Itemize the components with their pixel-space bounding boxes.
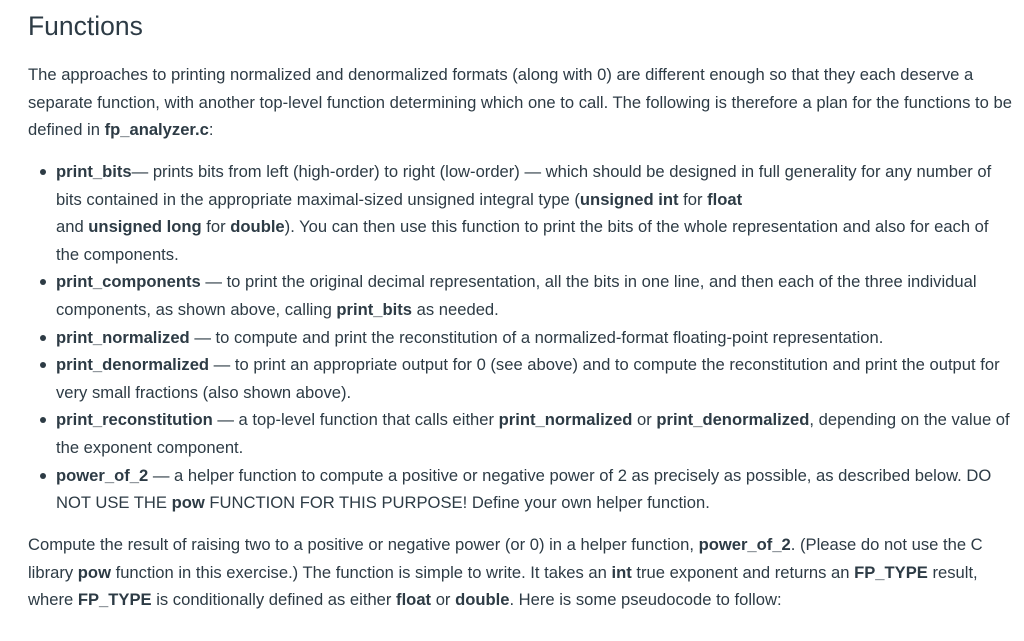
item-text: — a top-level function that calls either [212,410,499,430]
function-ref: power_of_2 [698,535,791,554]
function-ref: print_normalized [498,410,633,430]
list-item-print-normalized [28,324,1013,352]
type-name: FP_TYPE [854,562,928,582]
function-name: print_components [56,272,201,292]
type-name: double [230,217,285,237]
type-name: double [455,590,510,610]
bullet-icon [40,417,46,423]
bullet-icon [40,362,46,368]
outro-text: true exponent and returns an [631,562,855,582]
item-text: as needed. [412,299,499,319]
item-text: and [56,217,89,237]
intro-text: The approaches to printing normalized and denormalized formats (along with 0) are different enough so that they each deserve a separate function, with another top-level function determining which one to call. The following is therefore a plan for the functions to be defined in [28,65,1012,140]
item-text: — prints bits from left (high-order) to right (low-order) — which should be designed in full generality for any number of bits contained in the appropriate maximal-sized unsigned integral type ( [56,162,992,209]
bullet-icon [40,169,46,175]
intro-colon: : [208,120,214,140]
outro-text: Compute the result of raising two to a positive or negative power (or 0) in a helper function, [28,535,699,554]
outro-text: . (Please do not use the C library [28,535,983,582]
outro-text: function in this exercise.) The function is simple to write. It takes an [110,562,612,582]
type-name: FP_TYPE [77,590,152,610]
list-item-power-of-2 [28,462,1013,517]
function-ref: pow [77,562,111,582]
item-text: — to compute and print the reconstitution of a normalized-format floating-point representation. [189,327,884,347]
bullet-icon [40,335,46,341]
item-text: or [632,410,657,430]
item-text: for [201,217,231,237]
outro-text: or [431,590,456,610]
bullet-icon [40,473,46,479]
file-name: fp_analyzer.c [104,120,209,140]
function-name: print_denormalized [56,355,210,375]
item-text: — to print an appropriate output for 0 (see above) and to compute the reconstitution and print the output for very small fractions (also shown above). [56,355,1000,402]
intro-paragraph [28,61,1013,144]
item-text: for [678,189,708,209]
list-item-print-components [28,268,1013,323]
outro-paragraph [28,531,1013,614]
type-name: unsigned int [579,189,679,209]
item-text: , depending on the value of the exponent component. [56,410,1010,457]
outro-text: result, where [28,562,978,610]
item-text: — a helper function to compute a positive or negative power of 2 as precisely as possible, as described below. DO NOT USE THE [56,465,992,513]
outro-text: is conditionally defined as either [151,590,397,610]
function-ref: pow [171,493,205,513]
type-name: float [707,189,743,209]
item-text: ). You can then use this function to print the bits of the whole representation and also for each of the components. [56,217,989,264]
function-name: print_reconstitution [56,410,213,430]
type-name: int [611,562,632,582]
page-title: Functions [28,11,143,41]
function-name: print_bits [56,162,132,181]
type-name: float [396,590,432,610]
function-list [28,158,1013,517]
item-text: FUNCTION FOR THIS PURPOSE! Define your own helper function. [204,493,710,513]
function-ref: print_denormalized [656,410,810,430]
list-item-print-denormalized [28,351,1013,406]
bullet-icon [40,279,46,285]
list-item-print-bits [28,158,1013,268]
item-text: — to print the original decimal representation, all the bits in one line, and then each of the three individual components, as shown above, calling [56,272,977,319]
function-name: print_normalized [56,327,190,347]
function-ref: print_bits [336,299,413,319]
type-name: unsigned long [88,217,202,237]
outro-text: . Here is some pseudocode to follow: [509,590,782,610]
list-item-print-reconstitution [28,406,1013,461]
function-name: power_of_2 [56,465,149,485]
